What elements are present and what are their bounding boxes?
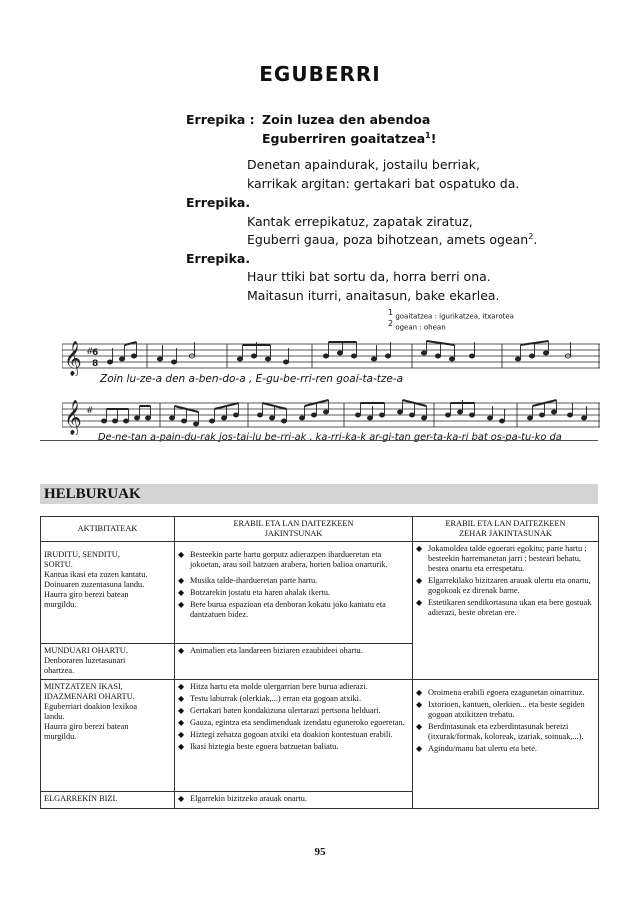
list-item: ◆ Elgarrekilako bizitzaren arauak ulertu eta onartu, gogokoak ez direnak barne. xyxy=(416,576,595,596)
verse1-line-2: karrikak argitan: gertakari bat ospatuko da. xyxy=(247,176,520,191)
header-activities: AKTIBITATEAK xyxy=(41,517,175,542)
list-item: ◆ Bere burua espazioan eta denboran kokatu joko kantatu eta dantzatuen bidez. xyxy=(178,600,409,620)
refrain-line-2: Eguberriren goaitatzea$^1$! xyxy=(262,131,437,147)
cell-activity: ELGARREKIN BIZI. xyxy=(41,791,175,808)
svg-text:6: 6 xyxy=(92,348,99,358)
verse2-line-1: Kantak errepikatuz, zapatak ziratuz, xyxy=(247,214,473,229)
list-item: ◆ Hiztegi zehatza gogoan atxiki eta doakion kontestuan erabili. xyxy=(178,730,409,740)
list-item: ◆ Besteekin parte hartu gorputz adierazpen ihardueretan eta jokoetan, arau soil batzuen arabera, horien balioa onarturik. xyxy=(178,550,409,570)
errepika-label-2: Errepika. xyxy=(186,251,251,266)
score-lyrics-2: De-ne-tan a-pain-du-rak jos-tai-lu be-rri-ak , ka-rri-ka-k ar-gi-tan ger-ta-ka-ri bat os-pa-tu-ko da xyxy=(98,432,562,443)
footnote-1: $^1$ goaitatzea : igurikatzea, itxarotea xyxy=(388,308,514,321)
list-item: ◆ Hitza hartu eta molde ulergarrian bere burua adierazi. xyxy=(178,682,409,692)
list-item: ◆ Berdintasunak eta ezberdintasunak bereizi (itxurak/formak, koloreak, izariak, soinuak,...). xyxy=(416,722,595,742)
list-item: ◆ Animalien eta landareen biziaren ezaubideei ohartu. xyxy=(178,646,409,656)
verse3-line-2: Maitasun iturri, anaitasun, bake ekarlea. xyxy=(247,288,500,303)
cell-knowledge xyxy=(175,541,413,643)
music-staff-2 xyxy=(62,395,600,435)
svg-text:8: 8 xyxy=(92,359,99,369)
cell-cross-knowledge xyxy=(413,679,599,808)
verse3-line-1: Haur ttiki bat sortu da, horra berri ona. xyxy=(247,269,491,284)
cell-knowledge xyxy=(175,643,413,679)
score-lyrics-1: Zoin lu-ze-a den a-ben-do-a , E-gu-be-rri-ren goai-ta-tze-a xyxy=(100,373,404,385)
footnote-2: $^2$ ogean : ohean xyxy=(388,319,446,332)
music-staff-1 xyxy=(62,336,600,376)
svg-text:#: # xyxy=(86,406,94,416)
verse2-line-2: Eguberri gaua, poza bihotzean, amets ogean$^2$. xyxy=(247,232,538,248)
cell-knowledge xyxy=(175,791,413,808)
list-item: ◆ Ikasi hiztegia beste egoera batzuetan baliatu. xyxy=(178,742,409,752)
list-item: ◆ Testu laburrak (olerkiak,...) erran eta gogoan atxiki. xyxy=(178,694,409,704)
svg-text:𝄞: 𝄞 xyxy=(64,400,82,435)
cell-activity: IRUDITU, SENDITU, SORTU. Kantua ikasi eta zuzen kantatu. Doinuaren zuzentasuna landu. Haurra giro berezi batean murgildu. xyxy=(41,541,175,643)
table-header-row xyxy=(41,517,599,542)
table-row xyxy=(41,541,599,643)
list-item: ◆ Gertakari baten kondakizuna ulertarazi pertsona helduari. xyxy=(178,706,409,716)
section-title: HELBURUAK xyxy=(44,486,141,502)
list-item: ◆ Elgarrekin bizitzeko arauak onartu. xyxy=(178,794,409,804)
refrain-label: Errepika : xyxy=(186,112,255,127)
header-cross-knowledge: ERABIL ETA LAN DAITEZKEEN ZEHAR JAKINTASUNAK xyxy=(413,517,599,542)
list-item: ◆ Musika talde-ihardueretan parte hartu. xyxy=(178,576,409,586)
list-item: ◆ Jokamoldea talde egoerari egokitu; parte hartu ; besteekin harremanetan jarri ; besteari behatu, bestea onartu eta errespetatu. xyxy=(416,544,595,574)
list-item: ◆ Botzarekin jostatu eta haren ahalak ikertu. xyxy=(178,588,409,598)
errepika-label-1: Errepika. xyxy=(186,195,251,210)
cell-cross-knowledge xyxy=(413,541,599,679)
section-divider xyxy=(40,440,598,441)
refrain-line-1: Zoin luzea den abendoa xyxy=(262,112,431,127)
cell-knowledge xyxy=(175,679,413,791)
table-row xyxy=(41,679,599,791)
list-item: ◆ Agindu/manu bat ulertu eta bete. xyxy=(416,744,595,754)
header-knowledge: ERABIL ETA LAN DAITEZKEEN JAKINTSUNAK xyxy=(175,517,413,542)
page-number: 95 xyxy=(314,846,326,858)
list-item: ◆ Gauza, egintza eta sendimenduak izendatu eguneroko egoeretan. xyxy=(178,718,409,728)
list-item: ◆ Oroimena erabili egoera ezagunetan oinarrituz. xyxy=(416,688,595,698)
svg-text:#: # xyxy=(86,347,94,357)
page-title: EGUBERRI xyxy=(259,62,381,86)
cell-activity: MINTZATZEN IKASI, IDAZMENARI OHARTU. Eguberriari doakion lexikoa landu. Haurra giro berezi batean murgildu. xyxy=(41,679,175,791)
objectives-table xyxy=(40,516,599,809)
svg-text:𝄞: 𝄞 xyxy=(64,341,82,376)
cell-activity: MUNDUARI OHARTU. Denboraren luzetasunari ohartzea. xyxy=(41,643,175,679)
verse1-line-1: Denetan apaindurak, jostailu berriak, xyxy=(247,157,480,172)
list-item: ◆ Ixtorioen, kantuen, olerkien... eta beste segiden gogoan atxikitzen trebatu. xyxy=(416,700,595,720)
list-item: ◆ Estetikaren sendikortasuna ukan eta bere gostuak adierazi, beste obretan ere. xyxy=(416,598,595,618)
